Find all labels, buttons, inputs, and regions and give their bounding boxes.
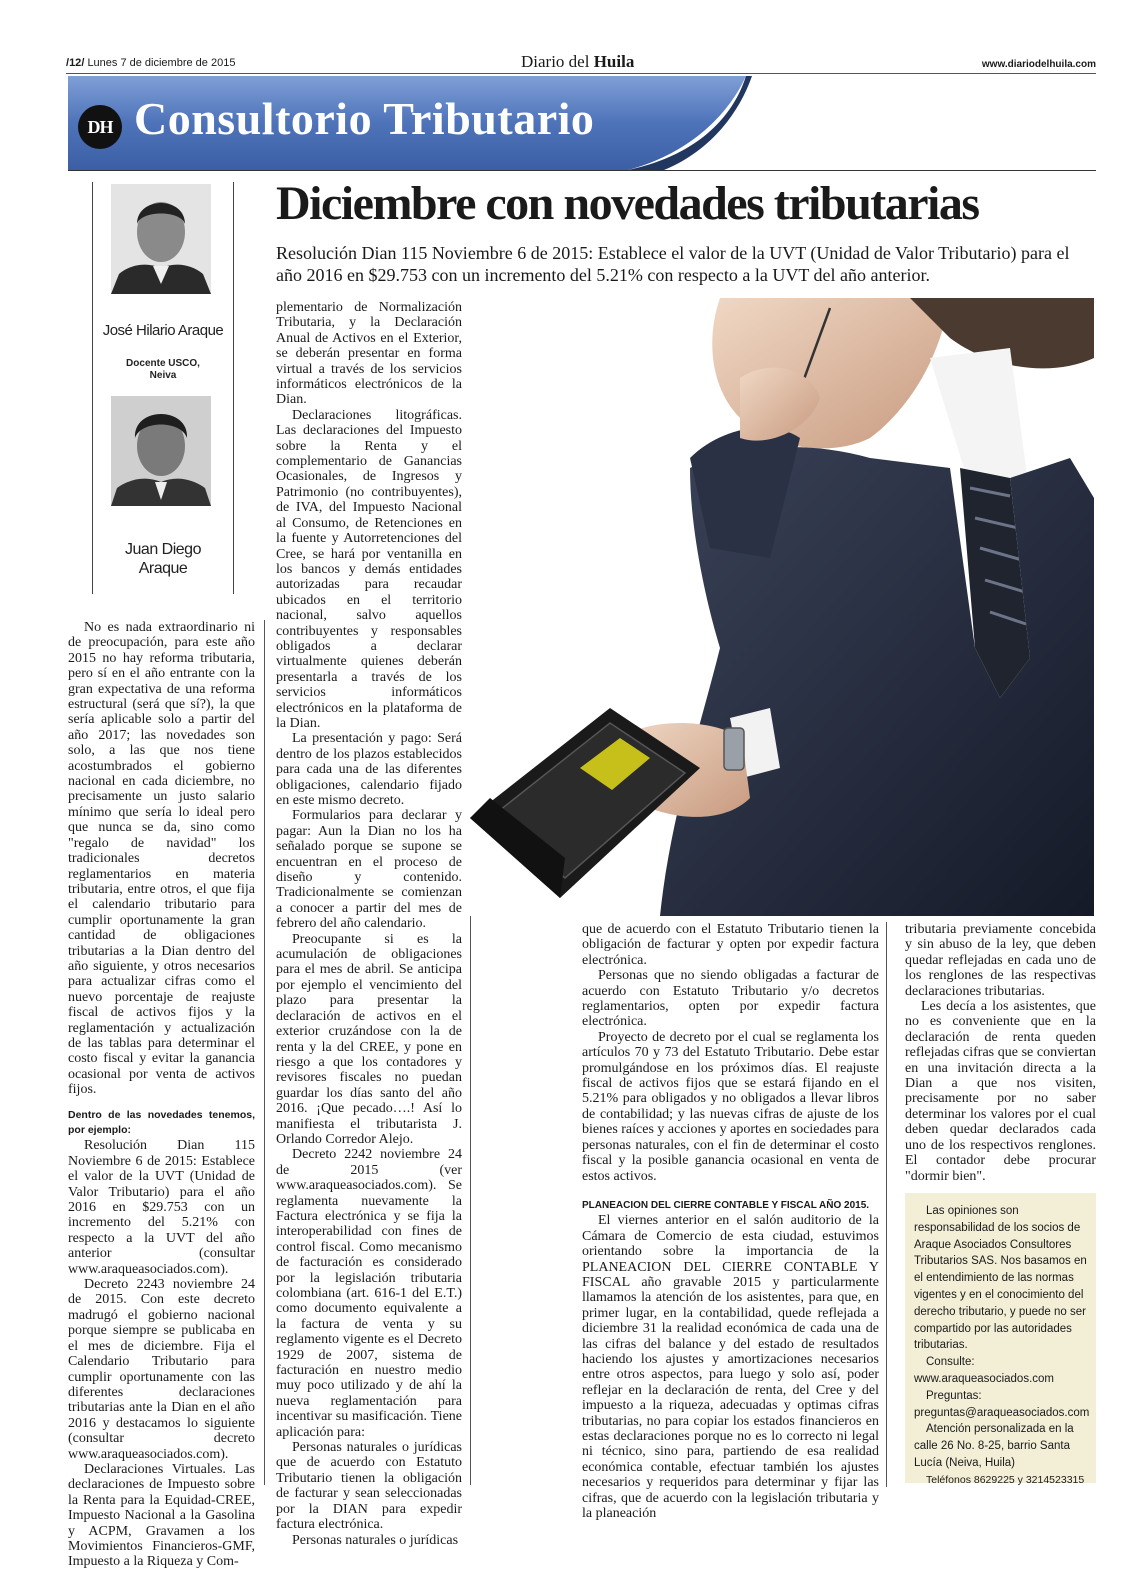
paragraph: Proyecto de decreto por el cual se reglamenta los artículos 70 y 73 del Estatuto Tributario. Debe estar promulgándose en los próximos días. El reajuste fiscal de activos fijos que se estará fijando en el 5.21% para obligados y no obligados a llevar libros de contabilidad; y las nuevas cifras de ajuste de los bienes raíces y acciones y aportes en sociedades para personas naturales, con el fin de determinar el costo fiscal y la posible ganancia ocasional en venta de estos activos. <box>582 1029 879 1184</box>
paragraph: Decreto 2243 noviembre 24 de 2015. Con este decreto madrugó el gobierno nacional porque siempre se publicaba en el mes de diciembre. Fija el Calendario Tributario para cumplir oportunamente con las diferentes declaraciones tributarias ante la Dian en el año 2016 y destacamos lo siguiente (consultar decreto www.araqueasociados.com). <box>68 1277 255 1462</box>
article-headline: Diciembre con novedades tributarias <box>276 177 979 230</box>
article-subheadline: Resolución Dian 115 Noviembre 6 de 2015: Establece el valor de la UVT (Unidad de Valor Tributario) para el año 2016 en $29.753 con un incremento del 5.21% con respecto a la UVT del año anterior. <box>276 243 1070 285</box>
article-column-1 <box>68 620 255 1570</box>
paragraph: Resolución Dian 115 Noviembre 6 de 2015: Establece el valor de la UVT (Unidad de Valor Tributario) para el año 2016 en $29.753 con un incremento del 5.21% con respecto a la UVT del año anterior (consultar www.araqueasociados.com). <box>68 1138 255 1277</box>
author-name-1: José Hilario Araque <box>102 322 224 339</box>
section-title: Consultorio Tributario <box>134 93 595 144</box>
paragraph: Declaraciones Virtuales. Las declaraciones de Impuesto sobre la Renta para la Equidad-CREE, Impuesto Nacional a la Gasolina y ACPM, Gravamen a los Movimientos Financieros-GMF, Impuesto a la Riqueza y Com- <box>68 1461 255 1570</box>
paragraph: Personas que no siendo obligadas a facturar de acuerdo con Estatuto Tributario y/o decretos reglamentarios, opten por expedir factura electrónica. <box>582 968 879 1030</box>
contact-phones: Teléfonos 8629225 y 3214523315 <box>926 1473 1085 1486</box>
dh-logo: DH <box>78 105 122 149</box>
paragraph: Decreto 2242 noviembre 24 de 2015 (ver www.araqueasociados.com). Se reglamenta nuevamente la Factura electrónica y se fija la interoperabilidad con fines de control fiscal. Como mecanismo de facturación es considerado por la legislación tributaria colombiana (art. 616-1 del E.T.) como documento equivalente a la factura de venta y su reglamento vigente es el Decreto 1929 de 2007, sistema de facturación en nuestro medio muy poco utilizado y de ahí la nueva reglamentación para incentivar su masificación. Tiene aplicación para: <box>276 1147 462 1440</box>
paragraph: tributaria previamente concebida y sin abuso de la ley, que deben quedar reflejadas en cada uno de los renglones de las respectivas declaraciones tributarias. <box>905 922 1096 999</box>
contact-address: Atención personalizada en la calle 26 No. 8-25, barrio Santa Lucía (Neiva, Huila) <box>914 1423 1074 1469</box>
website-link[interactable]: www.diariodelhuila.com <box>981 59 1096 70</box>
column-rule <box>264 620 265 1485</box>
contact-email[interactable]: Preguntas: preguntas@araqueasociados.com <box>914 1389 1090 1419</box>
authors-panel <box>92 182 234 594</box>
paragraph: plementario de Normalización Tributaria, y la Declaración Anual de Activos en el Exterior, se deberán presentar en forma virtual a través de los servicios informáticos electrónicos de la Dian. <box>276 300 462 408</box>
paragraph: que de acuerdo con el Estatuto Tributario tienen la obligación de facturar y opten por expedir factura electrónica. <box>582 922 879 968</box>
paragraph: Formularios para declarar y pagar: Aun la Dian no los ha señalado porque se supone se encuentran en el proceso de diseño y contenido. Tradicionalmente se comienzan a conocer a partir del mes de febrero del año calendario. <box>276 808 462 932</box>
newspaper-name: Diario del Huila <box>521 52 635 71</box>
author-photo-2 <box>111 396 211 506</box>
page-header <box>66 52 1096 74</box>
page-info: /12/ Lunes 7 de diciembre de 2015 <box>66 57 236 69</box>
article-column-3 <box>582 922 879 1521</box>
paragraph: Personas naturales o jurídicas que de acuerdo con Estatuto Tributario tienen la obligación de facturar y sean seleccionadas por la DIAN para expedir factura electrónica. <box>276 1440 462 1533</box>
paragraph: No es nada extraordinario ni de preocupación, para este año 2015 no hay reforma tributaria, pero sí en el año entrante con la gran expectativa de una reforma estructural (será que sí?), la que sería aplicable solo a partir del año 2017; las novedades son solo, a las que nos tiene acostumbrados el gobierno nacional en cada diciembre, no precisamente un justo salario mínimo que sería lo ideal pero que nunca se da, sino como "regalo de navidad" los tradicionales decretos reglamentarios en materia tributaria, entre otros, el que fija el calendario tributario para cumplir oportunamente la gran cantidad de obligaciones tributarias a la Dian dentro del año siguiente, y otros necesarios para actualizar cifras como el nuevo porcentaje de reajuste fiscal de activos fijos y la reglamentación y actualización de las tablas para determinar el costo fiscal y evitar la ganancia ocasional por venta de activos fijos. <box>68 620 255 1098</box>
author-role-1: Docente USCO, Neiva <box>126 358 200 381</box>
section-banner <box>68 76 1096 171</box>
article-column-2 <box>276 300 462 1548</box>
section-subhead: PLANEACION DEL CIERRE CONTABLE Y FISCAL AÑO 2015. <box>582 1199 870 1211</box>
section-subhead: Dentro de las novedades tenemos, por ejemplo: <box>68 1108 255 1136</box>
author-photo-1 <box>111 184 211 294</box>
paragraph: La presentación y pago: Será dentro de los plazos establecidos para cada una de las diferentes obligaciones, calendario fijado en este mismo decreto. <box>276 731 462 808</box>
author-name-2: Juan Diego Araque <box>125 541 201 577</box>
worried-man-wallet-illustration <box>470 298 1094 916</box>
column-rule <box>886 922 887 1487</box>
paragraph: Les decía a los asistentes, que no es conveniente que en la declaración de renta queden reflejadas cifras que se conviertan en una invitación directa a la Dian a que nos visiten, precisamente por no saber determinar los valores por el cual deben quedar declarados cada uno de los respectivos renglones. El contador debe procurar "dormir bien". <box>905 999 1096 1184</box>
contact-website[interactable]: Consulte: www.araqueasociados.com <box>914 1356 1054 1385</box>
disclaimer-box <box>905 1193 1096 1486</box>
paragraph: El viernes anterior en el salón auditorio de la Cámara de Comercio de esta ciudad, estuvimos orientando sobre la importancia de la PLANEACION DEL CIERRE CONTABLE Y FISCAL año gravable 2015 y particularmente llamamos la atención de los asistentes, para que, en primer lugar, en la contabilidad, quede reflejada a diciembre 31 la realidad económica de cada una de las cifras del balance y del estado de resultados haciendo los ajustes y amortizaciones necesarios entre otros aspectos, para luego y solo así, poder reflejar en la declaración de renta, del Cree y del impuesto a la riqueza, adecuadas y optimas cifras tributarias, no para copiar los estados financieros en estas declaraciones porque no es lo correcto ni legal ni técnico, sino para, partiendo de esa realidad económica contable, efectuar también los ajustes necesarios y requeridos para determinar y fijar las cifras, que de acuerdo con la legislación tributaria y la planeación <box>582 1213 879 1522</box>
article-column-4 <box>905 922 1096 1184</box>
disclaimer-text: Las opiniones son responsabilidad de los socios de Araque Asociados Consultores Tributarios SAS. Nos basamos en el entendimiento de las normas vigentes y en el conocimiento del derecho tributario, y puede no ser compartido por las autoridades tributarias. <box>914 1205 1087 1352</box>
paragraph: Preocupante si es la acumulación de obligaciones para el mes de abril. Se anticipa por ejemplo el vencimiento del plazo para presentar la declaración de activos en el exterior cruzándose con la de renta y la del CREE, y pone en riesgo a que los contadores y revisores fiscales no puedan guardar los días santo del año 2016. ¡Que pecado….! Así lo manifiesta el tributarista J. Orlando Corredor Alejo. <box>276 931 462 1147</box>
paragraph: Personas naturales o jurídicas <box>292 1532 459 1548</box>
paragraph: Declaraciones litográficas. Las declaraciones del Impuesto sobre la Renta y el complementario de Ganancias Ocasionales, de Ingresos y Patrimonio (no contribuyentes), de IVA, del Impuesto Nacional al Consumo, de Retenciones en la fuente y Autorretenciones del Cree, se hará por ventanilla en los bancos y demás entidades autorizadas para recaudar ubicados en el territorio nacional, salvo aquellos contribuyentes y responsables obligados a declarar virtualmente quienes deberán presentarla a través de los servicios informáticos electrónicos en la plataforma de la Dian. <box>276 407 462 731</box>
article-photo <box>470 298 1094 916</box>
